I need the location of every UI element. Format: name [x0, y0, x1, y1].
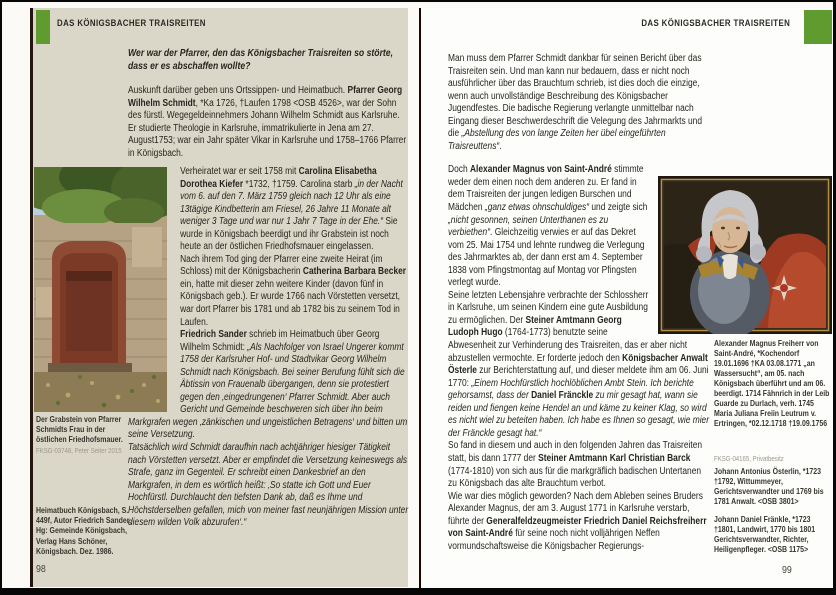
photo-caption: Der Grabstein von Pfarrer Schmidts Frau in der östlichen Friedhofsmauer.: [36, 414, 123, 445]
paragraph: Man muss dem Pfarrer Schmidt dankbar für seinen Bericht über das Traisreiten sein. Und man kann nur bedauern, dass er nicht noch ausführlicher über das Brauchtum schrieb, ist dies doch die einzige, wenn auch unvollständige Beschreibung des Königsbacher Jugendfestes. Die badische Regierung verlangte unmittelbar nach Eingang dieser Beschwerdeschrift die Velegung des Jahrmarkts und die „Abstellung des von lange Zeiten her übel eingeführten Traisreuttens“.: [448, 53, 703, 152]
page-number-right: 99: [782, 564, 792, 576]
page-number-left: 98: [36, 563, 46, 575]
paragraph: Tatsächlich wird Schmidt daraufhin nach achtjähriger hiesiger Tätigkeit nach Vörstetten versetzt. Aber er empfindet die Versetzung keineswegs als Strafe, ganz im Gegenteil. Er schreibt einen Dankesbrief an den Markgrafen, in dem es wörtlich heißt: ‚So statte ich Gott und Euer Hochfürstl. Durchlaucht den tiefsten Dank ab, daß es Ihme und Höchstderselben gefallen, mich von meiner fast neunjährigen Mission unter diesem wilden Volk abzurufen‘.“: [128, 442, 409, 529]
paragraph: Wie war dies möglich geworden? Nach dem Ableben seines Bruders Alexander Magnus, der am 3. August 1771 in Karlsruhe verstarb, führte der Generalfeldzeugmeister Friedrich Daniel Reichsfreiherr von Saint-André für seine noch nicht volljährigen Neffen vormundschaftsweise die Königsbacher Regierungs-: [448, 490, 707, 552]
paragraph: Nach ihrem Tod ging der Pfarrer eine zweite Heirat (im Schloss) mit der Königsbacherin Catherina Barbara Becker ein, hatte mit dieser zehn weitere Kinder (davon fünf in Königsbach geb.). Er wurde 1766 nach Vörstetten versetzt, war dort Pfarrer bis 1781 und ab 1782 bis zu seinem Tod in Laufen.: [180, 253, 407, 328]
chapter-tab-left: [36, 10, 50, 44]
main-text-right: [448, 53, 711, 553]
paragraph: Doch Alexander Magnus von Saint-André stimmte weder dem einen noch dem anderen zu. Er fand in dem Traisreiten der jungen ledigen Burschen und Mädchen „ganz etwas ohnschuldiges“ und zeigte sich „nicht gesonnen, seinen Unterthanen es zu verbiethen“. Gleichzeitig verwies er auf das Dekret vom 25. Mai 1754 und lehnte rundweg die Verlegung des Jahrmarktes ab, der dann erst am 4. September 1838 vom Pfingstmontag auf Montag vor Pfingsten verlegt wurde.: [448, 164, 648, 289]
paragraph: Verheiratet war er seit 1758 mit Carolina Elisabetha Dorothea Kiefer *1732, †1759. Carolina starb „in der Nacht vom 6. auf den 7. März 1759 gleich nach 12 Uhr als eine 13tägige Kindbetterin am Friesel, 26 Jahre 11 Monate alt weniger 3 Tage und war nur 1 Jahr 7 Tage in der Ehe.“ Sie wurde in Königsbach beerdigt und ihr Grabstein ist noch heute an der östlichen Friedhofsmauer eingelassen.: [180, 166, 403, 253]
frame-left: [0, 0, 2, 595]
running-head-left: DAS KÖNIGSBACHER TRAISREITEN: [57, 17, 206, 28]
portrait-wrap-spacer: [650, 177, 711, 333]
paragraph: Auskunft darüber geben uns Ortssippen- und Heimatbuch. Pfarrer Georg Wilhelm Schmidt, *Ka 1726, †Laufen 1798 <OSB 4526>, war der Sohn des fürstl. Wegegeldeinnehmers Johann Wilhelm Schmidt aus Karlsruhe. Er studierte Theologie in Karlsruhe, immatrikulierte in Jena am 27. August1753; war ein Jahr später Vikar in Karlsruhe und 1758–1766 Pfarrer in Königsbach.: [128, 85, 407, 159]
paragraph: Friedrich Sander schrieb im Heimatbuch über Georg Wilhelm Schmidt: „Als Nachfolger von Israel Ungerer kommt 1758 der Karlsruher Hof- und Stadtvikar Georg Wilhelm Schmidt nach Königsbach. Bei seiner Berufung fühlt sich die Äbtissin von Frauenalb übergangen, denn sie protestiert gegen den ‚eingedrungenen‘ Pfarrer Schmidt. Aber auch Gericht und Gemeinde beschweren sich über ihn beim Markgrafen wegen ‚zänkischen und ungeistlichen Betragens‘ und bitten um seine Versetzung.: [128, 329, 408, 441]
note-fraenkle: Johann Daniel Fränkle, *1723 †1801, Landwirt, 1770 bis 1801 Gerichtsverwandter, Richter, Heiligenpfleger. <OSB 1175>: [714, 514, 816, 554]
left-paragraph-1: [128, 85, 409, 160]
photo-wrap-spacer: [128, 166, 180, 412]
note-oesterlin: Johann Antonius Österlin, *1723 †1792, Wittummeyer, Gerichtsverwandter und 1769 bis 1781 Anwalt. <OSB 3801>: [714, 466, 824, 506]
source-note: Heimatbuch Königsbach, S. 449f, Autor Friedrich Sander, Hg: Gemeinde Königsbach, Verlag Hans Schöner, Königsbach. Dez. 1986.: [36, 505, 132, 556]
portrait-caption: Alexander Magnus Freiherr von Saint-André, *Kochendorf 19.01.1696 †KA 03.08.1771 „an Wassersucht“, am 05. nach Königsbach überführt und am 06. beerdigt. 1714 Fähnrich in der Leib Guarde zu Durlach, verh. 1745 Maria Juliana Freiin Leutrum v. Ertringen, *02.12.1718 †19.09.1756: [714, 338, 830, 428]
portrait-credit: FKSG-04165, Privatbesitz: [714, 454, 784, 463]
running-head-right: DAS KÖNIGSBACHER TRAISREITEN: [641, 17, 790, 28]
main-text-left: [128, 166, 409, 530]
frame-top: [0, 0, 836, 2]
paragraph: So fand in diesem und auch in den folgenden Jahren das Traisreiten statt, bis dann 1777 der Steiner Amtmann Karl Christian Barck (1774-1810) von sich aus für die markgräflich badischen Untertanen zu Königsbach das alte Brauchtum verbot.: [448, 440, 703, 490]
chapter-tab-right: [804, 10, 832, 44]
lead-question: Wer war der Pfarrer, den das Königsbacher Traisreiten so störte, dass er es abschaffen wollte?: [128, 48, 394, 72]
frame-bottom: [0, 588, 836, 595]
paragraph: Seine letzten Lebensjahre verbrachte der Schlossherr in Karlsruhe, um seinen Kindern eine gute Ausbildung zu ermöglichen. Der Steiner Amtmann Georg Ludoph Hugo (1764-1773) benutzte seine Abwesenheit zur Verhinderung des Traisreiten, das er aber nicht abzustellen vermochte. Er forderte jedoch den Königsbacher Anwalt Österle zur Berichterstattung auf, und dieser meldete ihm am 06. Juni 1770: „Einem Hochfürstlich hochlöblichen Ambt Stein. Ich berichte gehorsamst, dass der Daniel Fränckle zu mir gesagt hat, wann sie reiden und fiengen keine Hendel an und käme zu keiner Klag, so wird es nicht wiel zu beteiten haben. Ich habe es Ihnen so gesagt, wie mier der Fränckle gesagt hat.“: [448, 289, 710, 439]
photo-credit: FKSG-03748, Peter Seiter 2015: [36, 446, 122, 455]
